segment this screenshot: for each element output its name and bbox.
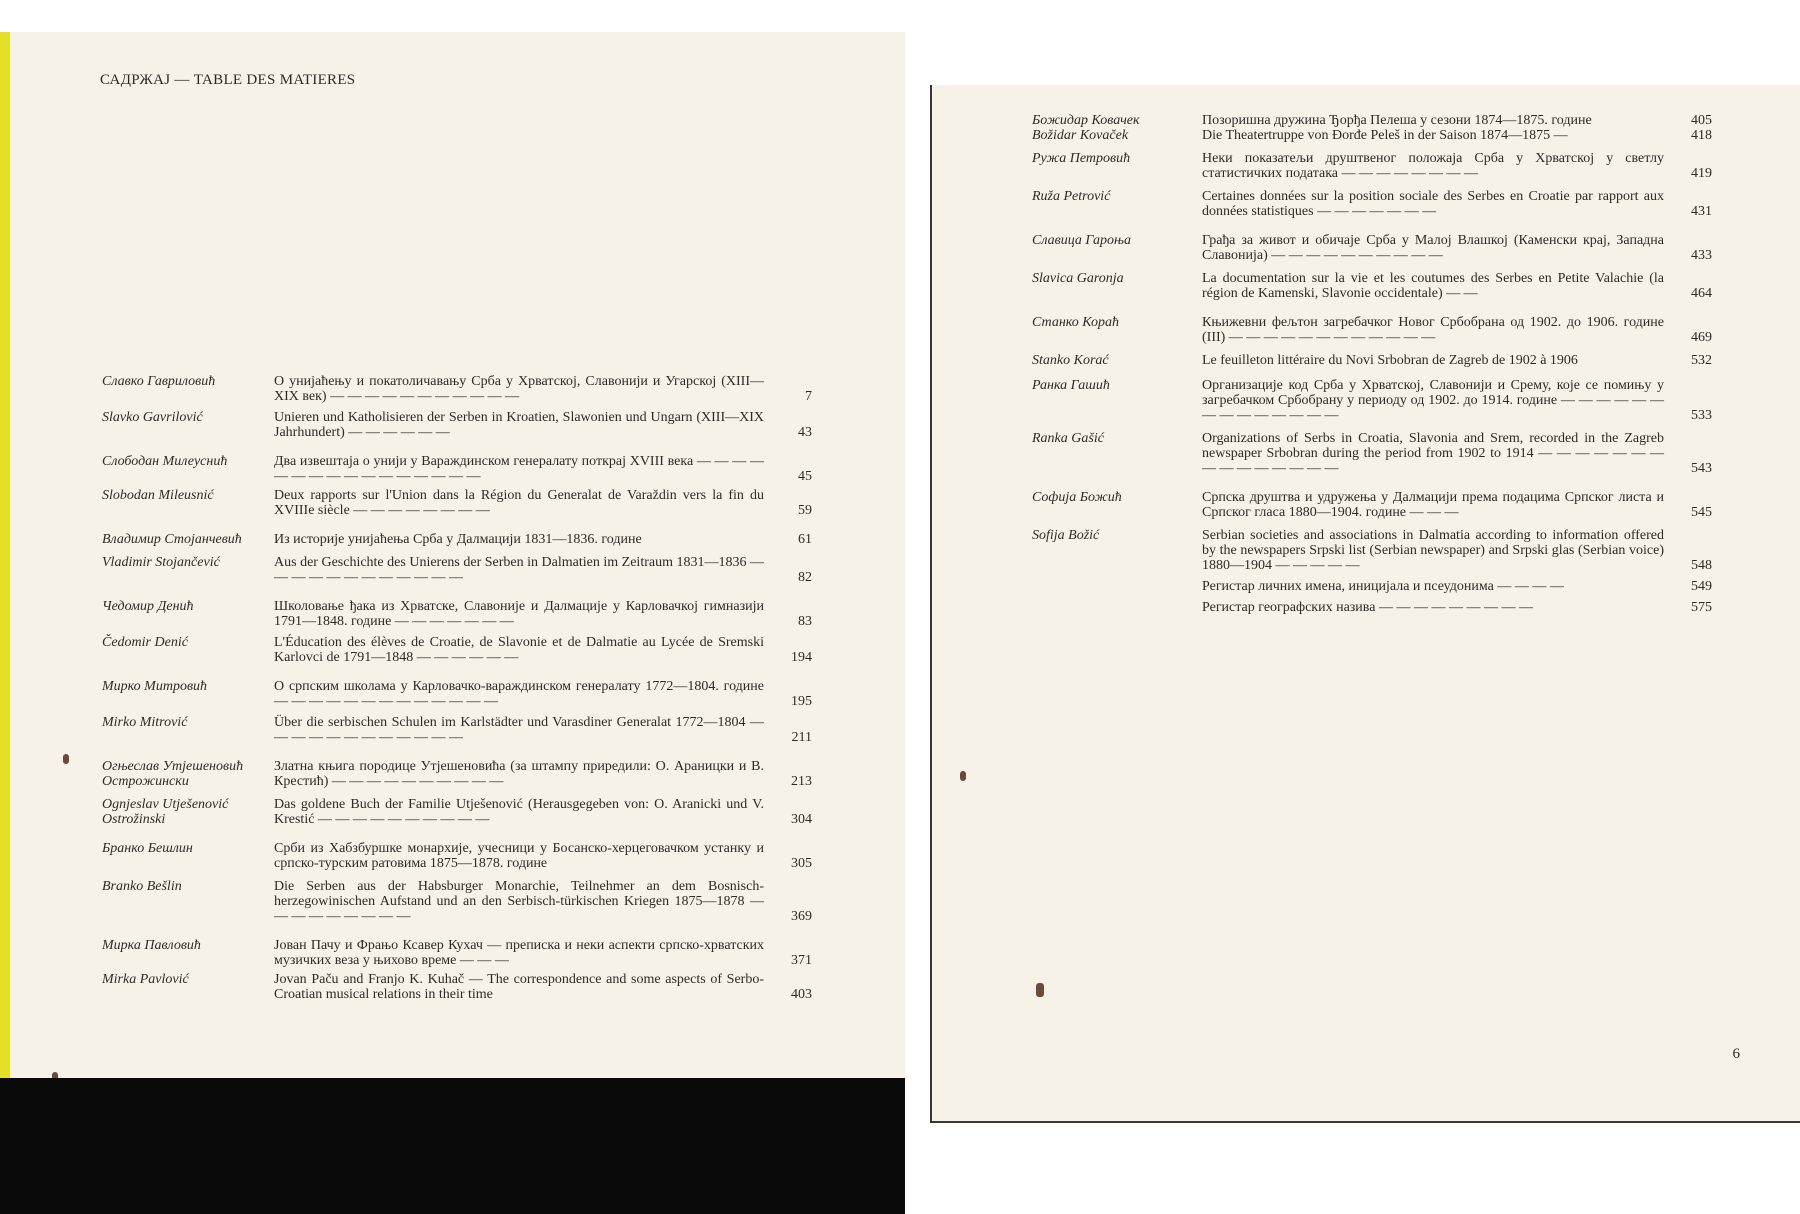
toc-page: 533 (1691, 408, 1712, 423)
toc-page: 211 (791, 730, 812, 745)
toc-title: О српским школама у Карловачко-вараждинском генералату 1772—1804. године — — — — — — — — — — — — — (274, 679, 764, 709)
toc-author: Мирко Митровић (102, 679, 208, 694)
toc-entry[interactable] (1032, 233, 1712, 263)
toc-title: Über die serbischen Schulen im Karlstädter und Varasdiner Generalat 1772—1804 — — — — — — — — — — — — (274, 715, 764, 745)
toc-author: Ognjeslav Utješenović Ostrožinski (102, 797, 229, 827)
toc-page: 304 (791, 812, 812, 827)
toc-header: САДРЖАЈ — TABLE DES MATIERES (100, 72, 356, 88)
toc-author: Slobodan Mileusnić (102, 488, 214, 503)
toc-page: 405 (1691, 113, 1712, 128)
toc-page: 7 (805, 389, 812, 404)
toc-title: Из историје унијаћења Срба у Далмацији 1831—1836. године (274, 532, 642, 547)
toc-title: Le feuilleton littéraire du Novi Srbobran de Zagreb de 1902 à 1906 (1202, 353, 1578, 368)
toc-title: Das goldene Buch der Familie Utješenović (Herausgegeben von: O. Aranicki und V. Krestić — — — — — — — — — — (274, 797, 764, 827)
toc-entry[interactable] (1032, 600, 1712, 615)
toc-entry[interactable] (102, 679, 812, 709)
toc-page: 403 (791, 987, 812, 1002)
toc-author: Чедомир Денић (102, 599, 194, 614)
toc-entry[interactable] (102, 454, 812, 484)
toc-title: Aus der Geschichte des Unierens der Serben in Dalmatien im Zeitraum 1831—1836 — — — — — — — — — — — — (274, 555, 764, 585)
toc-entry[interactable] (1032, 271, 1712, 301)
toc-page: 431 (1691, 204, 1712, 219)
toc-page: 543 (1691, 461, 1712, 476)
paper-speck (1036, 983, 1044, 997)
toc-author: Слободан Милеуснић (102, 454, 228, 469)
right-toc (1032, 113, 1712, 615)
toc-author: Mirko Mitrović (102, 715, 188, 730)
toc-page: 45 (798, 469, 812, 484)
toc-title: Регистар личних имена, иницијала и псеудонима — — — — (1202, 579, 1564, 594)
toc-author: Славица Гароња (1032, 233, 1131, 248)
toc-page: 418 (1691, 128, 1712, 143)
toc-page: 194 (791, 650, 812, 665)
toc-page: 575 (1691, 600, 1712, 615)
toc-title: La documentation sur la vie et les coutumes des Serbes en Petite Valachie (la région de Kamenski, Slavonie occidentale) — — (1202, 271, 1664, 301)
toc-page: 419 (1691, 166, 1712, 181)
paper-speck (63, 754, 69, 764)
toc-title: L'Éducation des élèves de Croatie, de Slavonie et de Dalmatie au Lycée de Sremski Karlovci de 1791—1848 — — — — — — (274, 635, 764, 665)
toc-entry[interactable] (102, 938, 812, 968)
toc-entry[interactable] (102, 555, 812, 585)
toc-page: 464 (1691, 286, 1712, 301)
scan-shadow (0, 1078, 905, 1214)
toc-author: Sofija Božić (1032, 528, 1100, 543)
right-page (930, 85, 1800, 1123)
toc-page: 371 (791, 953, 812, 968)
toc-author: Ranka Gašić (1032, 431, 1104, 446)
toc-page: 545 (1691, 505, 1712, 520)
toc-entry[interactable] (102, 797, 812, 827)
toc-entry[interactable] (102, 879, 812, 924)
toc-title: Школовање ђака из Хрватске, Славоније и Далмације у Карловачкој гимназији 1791—1848. године — — — — — — — (274, 599, 764, 629)
toc-title: О унијаћењу и покатоличавању Срба у Хрватској, Славонији и Угарској (XIII—XIX век) — — — — — — — — — — — (274, 374, 764, 404)
toc-title: Срби из Хабзбуршке монархије, учесници у Босанско-херцеговачком устанку и српско-турским ратовима 1875—1878. године (274, 841, 764, 871)
toc-page: 305 (791, 856, 812, 871)
left-page (0, 32, 905, 1214)
toc-title: Књижевни фељтон загребачког Новог Србобрана од 1902. до 1906. године (III) — — — — — — — — — — — — (1202, 315, 1664, 345)
toc-page: 469 (1691, 330, 1712, 345)
toc-entry[interactable] (1032, 353, 1712, 368)
toc-author: Mirka Pavlović (102, 972, 189, 987)
toc-entry[interactable] (1032, 490, 1712, 520)
toc-page: 83 (798, 614, 812, 629)
toc-entry[interactable] (1032, 315, 1712, 345)
toc-title: Jovan Paču and Franjo K. Kuhač — The correspondence and some aspects of Serbo-Croatian musical relations in their time (274, 972, 764, 1002)
page-edge-yellow (0, 32, 10, 1214)
toc-author: Владимир Стојанчевић (102, 532, 242, 547)
toc-author: Vladimir Stojančević (102, 555, 220, 570)
toc-title: Регистар географских назива — — — — — — — — — (1202, 600, 1533, 615)
left-toc (102, 374, 812, 1002)
toc-entry[interactable] (102, 715, 812, 745)
toc-entry[interactable] (102, 635, 812, 665)
toc-author: Čedomir Denić (102, 635, 188, 650)
toc-page: 549 (1691, 579, 1712, 594)
toc-entry[interactable] (102, 374, 812, 404)
toc-author: Славко Гавриловић (102, 374, 216, 389)
toc-author: Огњеслав Утјешеновић Острожински (102, 759, 244, 789)
toc-author: Slavica Garonja (1032, 271, 1124, 286)
toc-title: Неки показатељи друштвеног положаја Срба у Хрватској у светлу статистичких података — — — — — — — — (1202, 151, 1664, 181)
paper-speck (960, 771, 966, 781)
toc-title: Deux rapports sur l'Union dans la Région du Generalat de Varaždin vers la fin du XVIIIe siècle — — — — — — — — (274, 488, 764, 518)
toc-page: 548 (1691, 558, 1712, 573)
toc-author: Божидар Ковачек (1032, 113, 1140, 128)
page-number: 6 (1732, 1046, 1740, 1062)
toc-entry[interactable] (1032, 528, 1712, 573)
toc-page: 61 (798, 532, 812, 547)
toc-author: Slavko Gavrilović (102, 410, 203, 425)
toc-title: Die Theatertruppe von Đorđe Peleš in der Saison 1874—1875 — (1202, 128, 1568, 143)
toc-title: Два извештаја о унији у Вараждинском генералату поткрај XVIII века — — — — — — — — — — — — — — — — (274, 454, 764, 484)
toc-entry[interactable] (102, 532, 812, 547)
toc-title: Организације код Срба у Хрватској, Славонији и Срему, које се помињу у загребачком Србобрану у периоду од 1902. до 1914. године — — — — — — — — — — — — — — (1202, 378, 1664, 423)
toc-entry[interactable] (1032, 113, 1712, 128)
toc-author: Ружа Петровић (1032, 151, 1131, 166)
toc-title: Die Serben aus der Habsburger Monarchie, Teilnehmer an dem Bosnisch-herzegowinischen Aufstand und an den Serbisch-türkischen Kriegen 1875—1878 — — — — — — — — — (274, 879, 764, 924)
toc-author: Branko Bešlin (102, 879, 182, 894)
toc-author: Ранка Гашић (1032, 378, 1110, 393)
toc-title: Serbian societies and associations in Dalmatia according to information offered by the newspapers Srpski list (Serbian newspaper) and Srpski glas (Serbian voice) 1880—1904 — — — — — (1202, 528, 1664, 573)
toc-title: Позоришна дружина Ђорђа Пелеша у сезони 1874—1875. године (1202, 113, 1592, 128)
toc-title: Organizations of Serbs in Croatia, Slavonia and Srem, recorded in the Zagreb newspaper Srbobran during the period from 1902 to 1914 — — — — — — — — — — — — — — — (1202, 431, 1664, 476)
toc-author: Станко Кораћ (1032, 315, 1120, 330)
toc-page: 433 (1691, 248, 1712, 263)
toc-entry[interactable] (1032, 128, 1712, 143)
toc-page: 82 (798, 570, 812, 585)
toc-author: Ruža Petrović (1032, 189, 1111, 204)
toc-author: Софија Божић (1032, 490, 1122, 505)
toc-entry[interactable] (1032, 431, 1712, 476)
toc-entry[interactable] (102, 972, 812, 1002)
toc-entry[interactable] (1032, 151, 1712, 181)
toc-entry[interactable] (102, 841, 812, 871)
toc-author: Мирка Павловић (102, 938, 201, 953)
toc-page: 59 (798, 503, 812, 518)
toc-title: Грађа за живот и обичаје Срба у Малој Влашкој (Каменски крај, Западна Славонија) — — — — — — — — — — (1202, 233, 1664, 263)
toc-title: Certaines données sur la position sociale des Serbes en Croatie par rapport aux données statistiques — — — — — — — (1202, 189, 1664, 219)
toc-entry[interactable] (102, 410, 812, 440)
toc-page: 213 (791, 774, 812, 789)
toc-entry[interactable] (102, 599, 812, 629)
toc-entry[interactable] (1032, 378, 1712, 423)
toc-title: Јован Пачу и Фрањо Ксавер Кухач — преписка и неки аспекти српско-хрватских музичких веза у њихово време — — — (274, 938, 764, 968)
toc-entry[interactable] (102, 488, 812, 518)
toc-title: Unieren und Katholisieren der Serben in Kroatien, Slawonien und Ungarn (XIII—XIX Jahrhundert) — — — — — — (274, 410, 764, 440)
toc-entry[interactable] (1032, 579, 1712, 594)
toc-author: Božidar Kovaček (1032, 128, 1129, 143)
toc-entry[interactable] (1032, 189, 1712, 219)
toc-page: 195 (791, 694, 812, 709)
toc-page: 43 (798, 425, 812, 440)
toc-entry[interactable] (102, 759, 812, 789)
toc-page: 532 (1691, 353, 1712, 368)
toc-author: Бранко Бешлин (102, 841, 193, 856)
toc-author: Stanko Korać (1032, 353, 1109, 368)
toc-title: Српска друштва и удружења у Далмацији према подацима Српског листа и Српског гласа 1880—1904. године — — — (1202, 490, 1664, 520)
toc-title: Златна књига породице Утјешеновића (за штампу приредили: О. Араницки и В. Крестић) — — — — — — — — — — (274, 759, 764, 789)
toc-page: 369 (791, 909, 812, 924)
